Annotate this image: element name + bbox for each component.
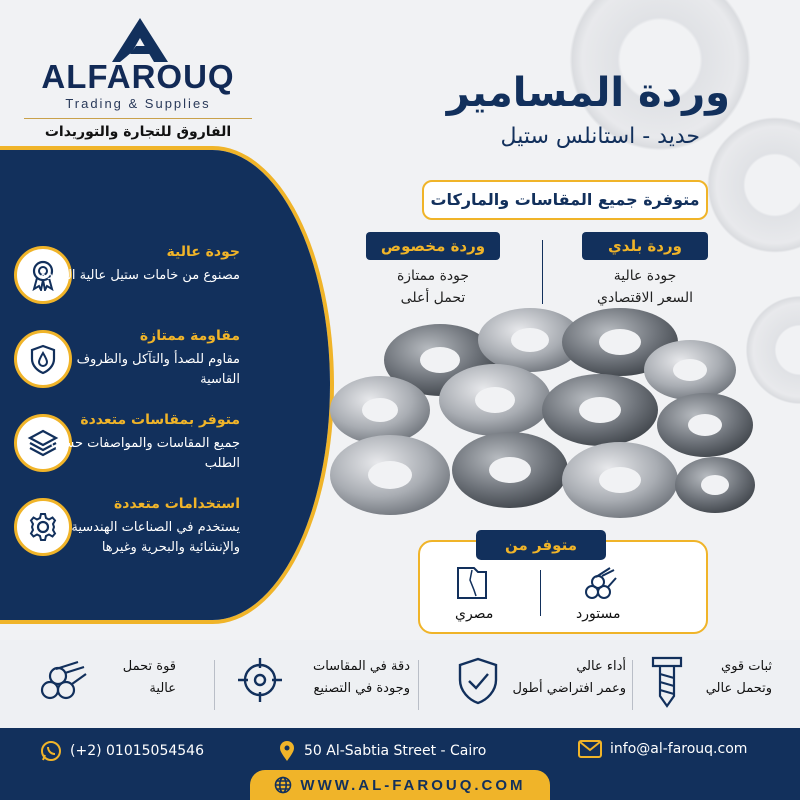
feature-title: جودة عالية (166, 244, 240, 260)
feature-description: جميع المقاسات والمواصفات حسب الطلب (50, 436, 240, 471)
bottom-feature (292, 652, 410, 712)
brand-tagline: Trading & Supplies (65, 96, 211, 111)
bottom-divider (214, 660, 215, 710)
pipes-icon (38, 658, 88, 702)
type-detail: جودة ممتازة (396, 268, 470, 284)
feature-title: مقاومة ممتازة (139, 328, 240, 344)
bottom-divider (418, 660, 419, 710)
whatsapp-icon (40, 740, 62, 762)
screw-icon (650, 654, 684, 708)
feature-item (14, 494, 314, 568)
origin-egyptian: مصري (455, 606, 494, 622)
contact-email[interactable] (578, 740, 747, 758)
address-text: 50 Al-Sabtia Street - Cairo (304, 743, 487, 759)
origin-divider (540, 570, 541, 616)
feature-description: مصنوع من خامات ستيل عالية الجودة (40, 268, 240, 283)
type-detail: السعر الاقتصادي (597, 290, 693, 306)
type-badge-special: وردة مخصوص (366, 232, 500, 260)
page-title: وردة المسامير (446, 70, 730, 116)
globe-icon (274, 776, 292, 794)
bottom-feature-line: وجودة في التصنيع (313, 681, 410, 696)
logo-mark-icon (112, 18, 168, 62)
bottom-feature-line: عالية (149, 681, 176, 696)
bottom-feature-line: ثبات قوي (721, 659, 772, 674)
shield-check-icon (456, 656, 500, 706)
feature-title: استخدامات متعددة (114, 496, 240, 512)
bottom-feature-line: أداء عالي (576, 659, 626, 674)
location-pin-icon (278, 740, 296, 762)
feature-item (14, 410, 314, 484)
bottom-feature-line: دقة في المقاسات (312, 659, 410, 674)
feature-description: مقاوم للصدأ والتآكل والظروف القاسية (76, 352, 240, 387)
type-badge-baladi: وردة بلدي (582, 232, 708, 260)
egypt-map-icon (454, 564, 490, 602)
type-detail: تحمل أعلى (400, 290, 466, 306)
bottom-feature-line: وعمر افتراضي أطول (512, 681, 626, 696)
bottom-feature (96, 652, 176, 712)
feature-item (14, 326, 314, 400)
email-text: info@al-farouq.com (610, 741, 748, 757)
phone-number: (+2) 01015054546 (70, 743, 204, 759)
origin-title: متوفر من (476, 530, 606, 560)
bottom-feature (692, 652, 772, 712)
bottom-feature-line: وتحمل عالي (705, 681, 772, 696)
bottom-feature (506, 652, 626, 712)
bottom-feature-line: قوة تحمل (122, 659, 176, 674)
logo-divider (24, 118, 252, 119)
pipes-bundle-icon (580, 564, 620, 604)
brand-name: ALFAROUQ (41, 58, 235, 95)
mail-icon (578, 740, 602, 758)
type-detail: جودة عالية (613, 268, 677, 284)
target-icon (236, 656, 284, 704)
contact-address (278, 740, 486, 762)
website-link[interactable] (250, 770, 550, 800)
page-subtitle: حديد - استانلس ستيل (500, 124, 700, 149)
bottom-divider (632, 660, 633, 710)
feature-item (14, 242, 314, 316)
website-text: WWW.AL-FAROUQ.COM (300, 776, 526, 794)
feature-description: يستخدم في الصناعات الهندسية والإنشائية والبحرية وغيرها (71, 520, 240, 555)
availability-banner: متوفرة جميع المقاسات والماركات (422, 180, 708, 220)
contact-phone[interactable] (40, 740, 204, 762)
type-divider (542, 240, 543, 304)
brand-arabic-name: الفاروق للتجارة والتوريدات (44, 124, 232, 140)
origin-imported: مستورد (576, 606, 621, 622)
washers-illustration (320, 300, 760, 540)
feature-title: متوفر بمقاسات متعددة (80, 412, 240, 428)
